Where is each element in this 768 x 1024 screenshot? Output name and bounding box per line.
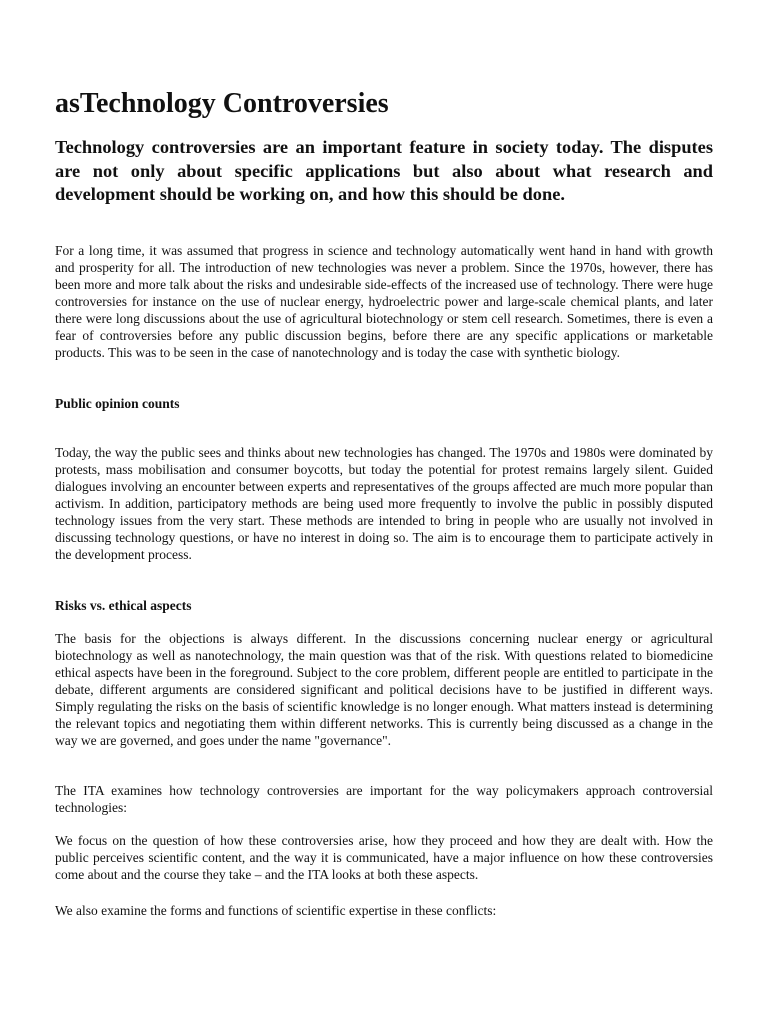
page-title: asTechnology Controversies <box>55 88 389 119</box>
body-paragraph-3: The basis for the objections is always different. In the discussions concerning nuclear energy or agricultural biotechnology as well as nanotechnology, the main question was that of the risk. With questions related to biomedicine ethical aspects have been in the foreground. Subject to the core problem, different people are entitled to participate in the debate, different arguments are considered significant and political decisions have to be justified in different ways. Simply regulating the risks on the basis of scientific knowledge is no longer enough. What matters instead is determining the relevant topics and negotiating them within different networks. This is currently being discussed as a change in the way we are governed, and goes under the name "governance". <box>55 631 713 748</box>
body-paragraph-1: For a long time, it was assumed that progress in science and technology automatically went hand in hand with growth and prosperity for all. The introduction of new technologies was never a problem. Since the 1970s, however, there has been more and more talk about the risks and undesirable side-effects of the increased use of technology. There were huge controversies for instance on the use of nuclear energy, hydroelectric power and large-scale chemical plants, and later there were long discussions about the use of agricultural biotechnology or stem cell research. Sometimes, there is even a fear of controversies before any public discussion begins, before there are any specific applications or marketable products. This was to be seen in the case of nanotechnology and is today the case with synthetic biology. <box>55 243 713 360</box>
body-paragraph-6: We also examine the forms and functions of scientific expertise in these conflicts: <box>55 903 497 918</box>
body-paragraph-2: Today, the way the public sees and thinks about new technologies has changed. The 1970s and 1980s were dominated by protests, mass mobilisation and consumer boycotts, but today the potential for protest remains largely silent. Guided dialogues involving an encounter between experts and representatives of the groups affected are much more popular than activism. In addition, participatory methods are being used more frequently to involve the public in possibly disputed technology issues from the very start. These methods are intended to bring in people who are usually not involved in discussing technology questions, or have no interest in doing so. The aim is to encourage them to participate actively in the development process. <box>55 445 713 562</box>
section-heading-public-opinion: Public opinion counts <box>55 396 180 411</box>
body-paragraph-5: We focus on the question of how these controversies arise, how they proceed and how they are dealt with. How the public perceives scientific content, and the way it is communicated, have a major influence on how these controversies come about and the course they take – and the ITA looks at both these aspects. <box>55 833 713 882</box>
lead-paragraph: Technology controversies are an important feature in society today. The disputes are not only about specific applications but also about what research and development should be working on, and how this should be done. <box>55 137 713 204</box>
body-paragraph-4: The ITA examines how technology controversies are important for the way policymakers approach controversial technologies: <box>55 783 713 815</box>
section-heading-risks-ethics: Risks vs. ethical aspects <box>55 598 192 613</box>
